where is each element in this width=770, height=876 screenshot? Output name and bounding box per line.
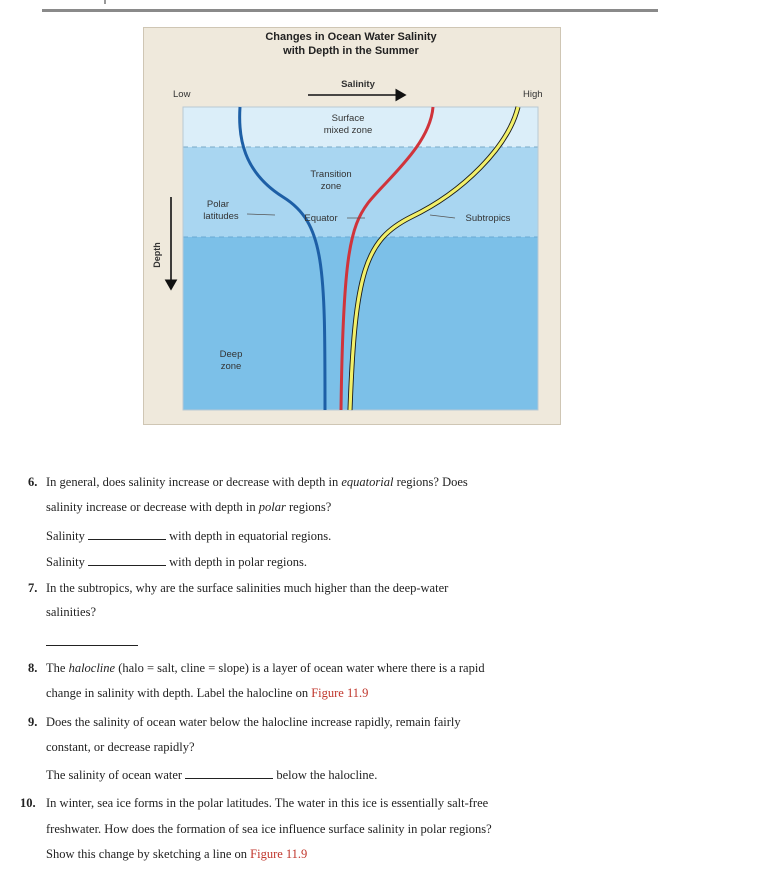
q6-answer-polar [46, 554, 307, 570]
q6-text-a: In general, does salinity increase or decrease with depth in [46, 475, 342, 489]
q6-answer-polar-blank[interactable] [88, 565, 166, 566]
question-10-number: 10. [20, 796, 36, 810]
question-9-number: 9. [28, 715, 38, 729]
q6-ans1-prefix: Salinity [46, 529, 85, 543]
question-6-number: 6. [28, 475, 38, 489]
figure-title-line2: with Depth in the Summer [283, 45, 419, 57]
question-8-line1 [28, 660, 485, 676]
q8-em-halocline: halocline [68, 661, 116, 675]
figure-title-line1: Changes in Ocean Water Salinity [265, 31, 437, 43]
axis-depth-label: Depth [152, 242, 162, 268]
q10-text-1: In winter, sea ice forms in the polar latitudes. The water in this ice is essentially salt-free [46, 796, 489, 810]
q9-ans-suffix: below the halocline. [276, 768, 378, 782]
question-8-number: 8. [28, 661, 38, 675]
question-9-line2 [46, 739, 195, 755]
top-tick-mark [104, 0, 106, 4]
axis-high-label: High [523, 89, 543, 100]
q6-answer-equatorial [46, 528, 331, 544]
q6-ans2-prefix: Salinity [46, 555, 85, 569]
q6-em-equatorial: equatorial [341, 475, 394, 489]
q7-text-2: salinities? [46, 605, 96, 619]
question-10-line2 [46, 821, 492, 837]
q9-answer [46, 767, 377, 783]
q7-text-1: In the subtropics, why are the surface salinities much higher than the deep-water [46, 581, 449, 595]
question-9-line1 [28, 714, 461, 730]
q9-answer-blank[interactable] [185, 778, 273, 779]
surface-zone-label-1: Surface [331, 113, 365, 124]
transition-zone-label-1: Transition [310, 169, 352, 180]
polar-label-1: Polar [206, 199, 230, 210]
q9-text-1: Does the salinity of ocean water below the halocline increase rapidly, remain fairly [46, 715, 461, 729]
equator-label: Equator [304, 213, 338, 224]
q6-em-polar: polar [258, 500, 286, 514]
q6-ans2-suffix: with depth in polar regions. [169, 555, 307, 569]
question-8-line2 [46, 685, 368, 701]
question-10-line1 [20, 795, 488, 811]
deep-zone [183, 237, 538, 410]
question-7-line1 [28, 580, 448, 596]
q7-answer-blank[interactable] [46, 635, 138, 646]
q6-text-c: salinity increase or decrease with depth in [46, 500, 259, 514]
axis-salinity-label: Salinity [341, 79, 375, 90]
q10-text-3: Show this change by sketching a line on [46, 847, 251, 861]
q8-text-a: The [46, 661, 69, 675]
question-6-line1 [28, 474, 468, 490]
polar-label-2: latitudes [203, 211, 239, 222]
transition-zone-label-2: zone [320, 181, 342, 192]
top-rule [42, 9, 658, 12]
q8-text-c: change in salinity with depth. Label the halocline on [46, 686, 312, 700]
q9-ans-prefix: The salinity of ocean water [46, 768, 183, 782]
subtropics-label: Subtropics [465, 213, 511, 224]
q6-text-d: regions? [285, 500, 332, 514]
question-6-line2 [46, 499, 331, 515]
q9-text-2: constant, or decrease rapidly? [46, 740, 195, 754]
q8-figure-link[interactable]: Figure 11.9 [311, 686, 369, 700]
deep-zone-label-1: Deep [219, 349, 243, 360]
surface-zone-label-2: mixed zone [323, 125, 373, 136]
q6-text-b: regions? Does [393, 475, 468, 489]
question-10-line3 [46, 846, 307, 862]
question-7-line2 [46, 604, 96, 620]
q6-ans1-suffix: with depth in equatorial regions. [169, 529, 332, 543]
question-7-number: 7. [28, 581, 38, 595]
salinity-diagram [143, 27, 559, 423]
q10-text-2: freshwater. How does the formation of sea ice influence surface salinity in polar regions? [46, 822, 492, 836]
q8-text-b: (halo = salt, cline = slope) is a layer of ocean water where there is a rapid [115, 661, 485, 675]
axis-low-label: Low [173, 89, 191, 100]
q6-answer-equatorial-blank[interactable] [88, 539, 166, 540]
q10-figure-link[interactable]: Figure 11.9 [250, 847, 308, 861]
deep-zone-label-2: zone [220, 361, 242, 372]
